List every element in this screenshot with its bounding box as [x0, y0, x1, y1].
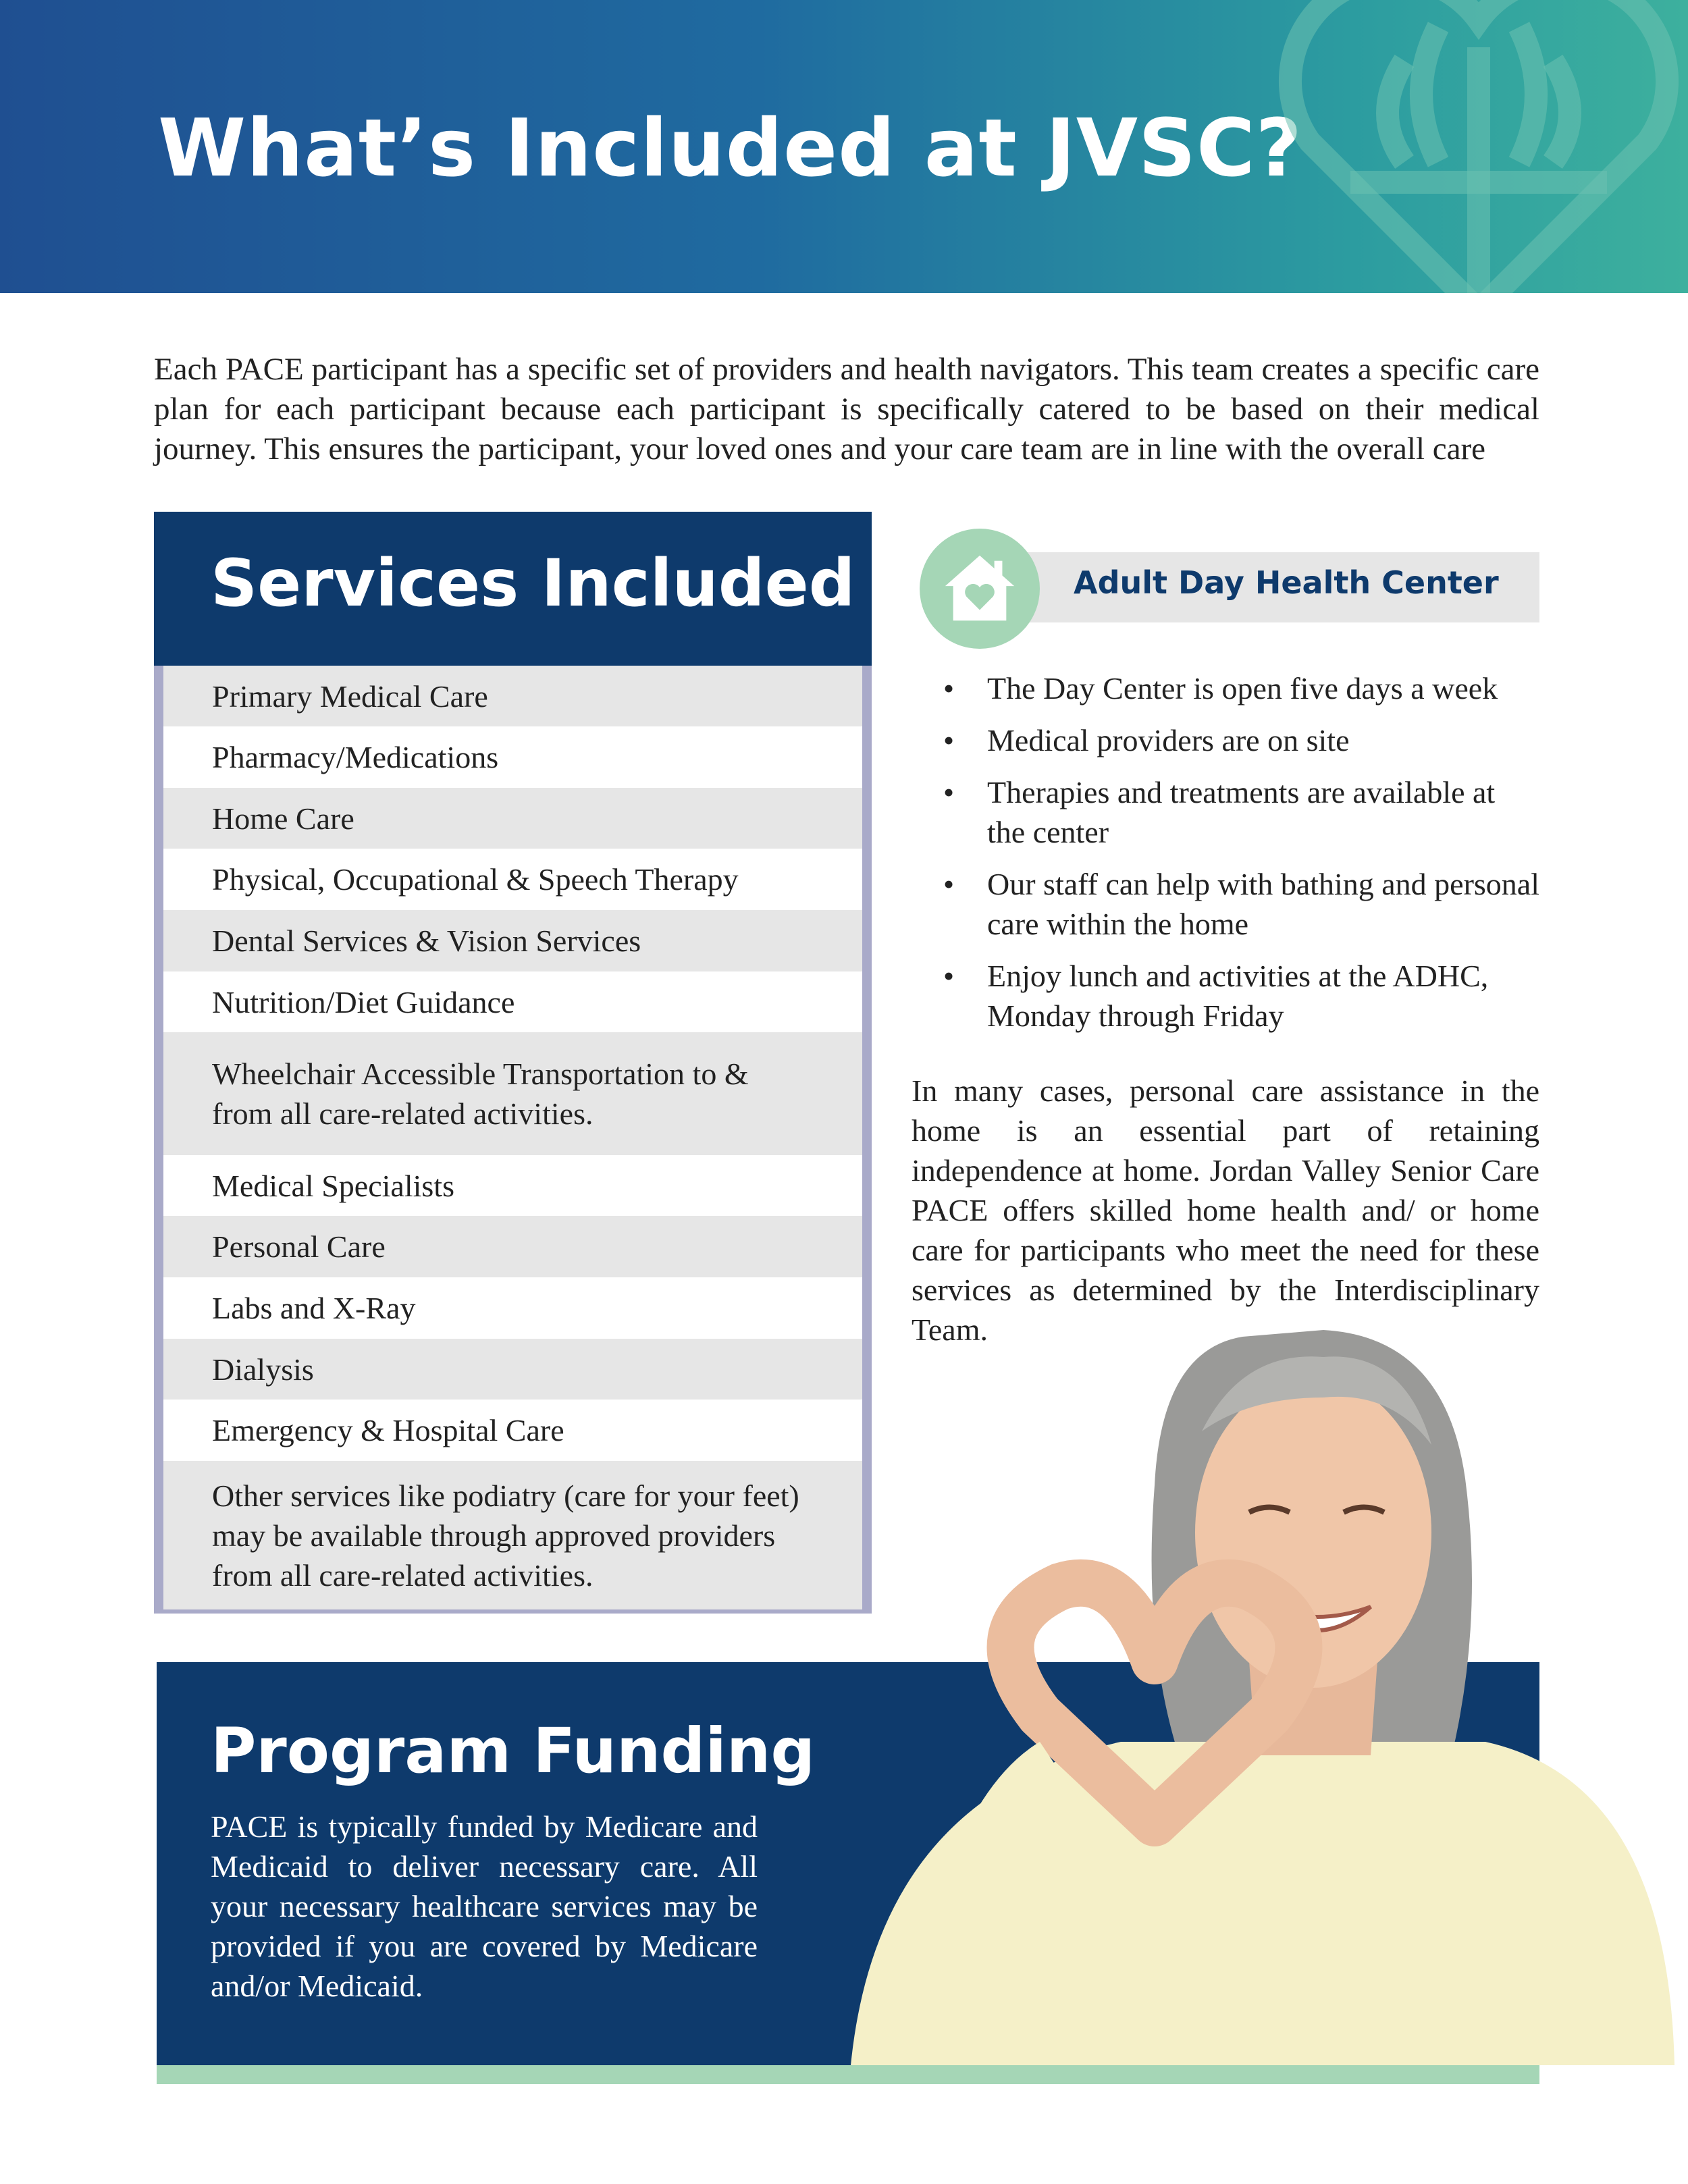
list-item: • Our staff can help with bathing and personal care within the home — [932, 864, 1539, 944]
bullet-icon: • — [943, 775, 955, 809]
service-item: Pharmacy/Medications — [163, 726, 862, 788]
list-item: • Medical providers are on site — [932, 720, 1539, 760]
page-title: What’s Included at JVSC? — [158, 101, 1303, 194]
service-item: Home Care — [163, 788, 862, 849]
services-header — [154, 512, 872, 666]
service-item: Primary Medical Care — [163, 666, 862, 726]
header-banner — [0, 0, 1688, 293]
adhc-paragraph: In many cases, personal care assistance in the home is an essential part of retaining independence at home. Jordan Valley Senior Care PACE offers skilled home health and/ or home care for participants who meet the need for these services as determined by the Interdisciplinary Team. — [912, 1073, 1539, 1347]
funding-title: Program Funding — [211, 1715, 816, 1787]
services-title: Services Included — [211, 545, 855, 621]
list-item: • Enjoy lunch and activities at the ADHC, Monday through Friday — [932, 956, 1539, 1036]
service-item: Labs and X-Ray — [163, 1277, 862, 1339]
list-item: • The Day Center is open five days a week — [932, 668, 1539, 708]
service-item: Other services like podiatry (care for your feet) may be available through approved providers from all care-related activities. — [163, 1461, 862, 1609]
services-list — [163, 666, 862, 1609]
service-item: Dental Services & Vision Services — [163, 910, 862, 971]
intro-paragraph: Each PACE participant has a specific set of providers and health navigators. This team creates a specific care plan for each participant because each participant is specifically catered to be based on their medical journey. This ensures the participant, your loved ones and your care team are in line with the overall care — [154, 352, 1539, 467]
service-item: Dialysis — [163, 1339, 862, 1400]
funding-accent-bar — [157, 2065, 1539, 2084]
service-item: Personal Care — [163, 1216, 862, 1277]
heart-tree-icon — [1236, 0, 1688, 293]
bullet-icon: • — [943, 959, 955, 993]
service-item: Physical, Occupational & Speech Therapy — [163, 849, 862, 910]
service-item: Wheelchair Accessible Transportation to & from all care-related activities. — [163, 1032, 862, 1155]
woman-heart-hands-photo — [837, 1310, 1674, 2065]
adhc-bullet-list — [932, 668, 1539, 1048]
adhc-title: Adult Day Health Center — [1074, 564, 1499, 601]
service-item: Medical Specialists — [163, 1155, 862, 1216]
adhc-icon-badge — [920, 529, 1040, 649]
funding-text: PACE is typically funded by Medicare and Medicaid to deliver necessary care. All your necessary healthcare services may be provided if you are covered by Medicare and/or Medicaid. — [211, 1809, 758, 2003]
bullet-icon: • — [943, 867, 955, 901]
list-item: • Therapies and treatments are available at the center — [932, 772, 1539, 852]
services-panel — [154, 512, 872, 1614]
service-item: Emergency & Hospital Care — [163, 1400, 862, 1461]
bullet-icon: • — [943, 723, 955, 757]
house-heart-icon — [940, 549, 1020, 629]
service-item: Nutrition/Diet Guidance — [163, 971, 862, 1032]
bullet-icon: • — [943, 671, 955, 705]
